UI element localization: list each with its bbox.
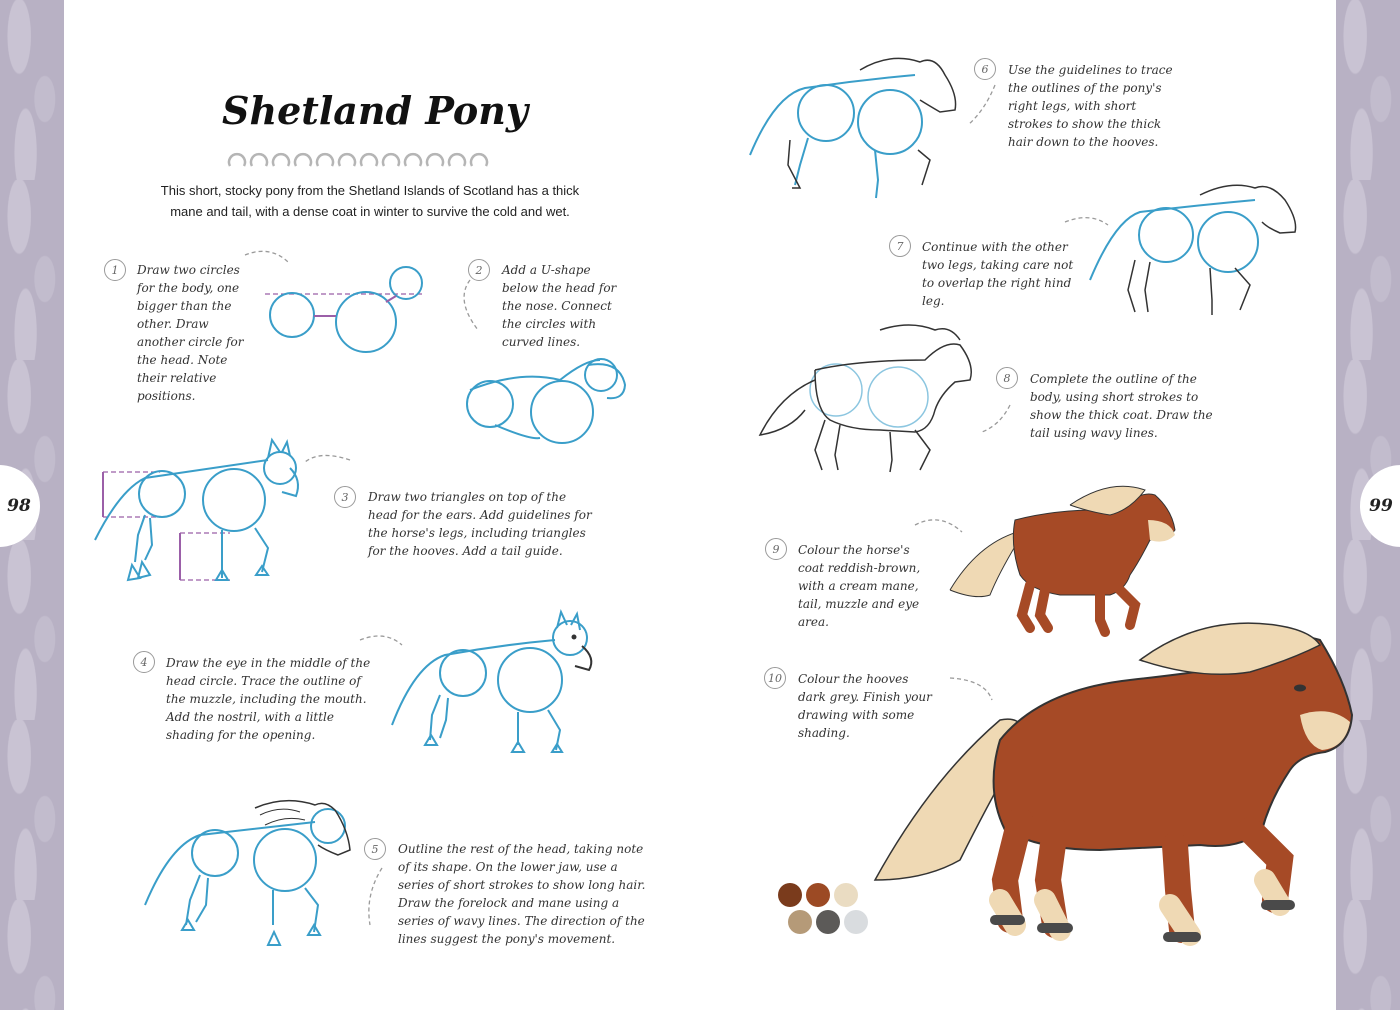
step-6-number: 6 <box>974 58 996 80</box>
arrow-8 <box>982 405 1010 432</box>
step-8-text: Complete the outline of the body, using short strokes to show the thick coat. Draw the tail using wavy lines. <box>1030 372 1213 440</box>
step-1-text: Draw two circles for the body, one bigger than the other. Draw another circle for the head. Note their relative positions. <box>137 263 244 403</box>
arrow-4 <box>360 636 402 645</box>
arrow-3 <box>305 455 350 462</box>
step-9-text: Colour the horse's coat reddish-brown, with a cream mane, tail, muzzle and eye area. <box>798 543 921 629</box>
arrow-7 <box>1065 218 1108 225</box>
step-2-drawing <box>467 359 625 443</box>
step-2-number: 2 <box>468 259 490 281</box>
step-6-drawing <box>750 58 956 198</box>
step-10-number: 10 <box>764 667 786 689</box>
color-swatch-3 <box>834 883 858 907</box>
step-9-number: 9 <box>765 538 787 560</box>
arrow-2 <box>464 280 478 330</box>
step-9-colored-pony <box>950 486 1175 632</box>
arrow-6 <box>968 85 995 125</box>
step-4-number: 4 <box>133 651 155 673</box>
left-page-number: 98 <box>0 465 40 547</box>
step-4-text: Draw the eye in the middle of the head circle. Trace the outline of the muzzle, including the mouth. Add the nostril, with a little shading for the opening. <box>166 656 371 742</box>
step-7-text: Continue with the other two legs, taking care not to overlap the right hind leg. <box>922 240 1074 308</box>
color-swatch-5 <box>816 910 840 934</box>
intro-text: This short, stocky pony from the Shetland Islands of Scotland has a thick mane and tail, with a dense coat in winter to survive the cold and wet. <box>160 183 580 219</box>
step-6-text: Use the guidelines to trace the outlines of the pony's right legs, with short strokes to show the thick hair down to the hooves. <box>1008 63 1173 149</box>
step-3-text: Draw two triangles on top of the head for the ears. Add guidelines for the horse's legs, including triangles for the hooves. Add a tail guide. <box>368 490 592 558</box>
step-2-text: Add a U-shape below the head for the nose. Connect the circles with curved lines. <box>502 263 617 349</box>
page-title: Shetland Pony <box>222 88 528 133</box>
step-8-drawing <box>760 325 971 472</box>
step-1-drawing <box>265 267 425 352</box>
step-3-number: 3 <box>334 486 356 508</box>
step-10-text: Colour the hooves dark grey. Finish your drawing with some shading. <box>798 672 932 740</box>
color-swatch-4 <box>788 910 812 934</box>
step-1-number: 1 <box>104 259 126 281</box>
step-5-drawing <box>145 801 350 945</box>
step-8-number: 8 <box>996 367 1018 389</box>
step-4-drawing <box>392 612 591 752</box>
color-swatch-2 <box>806 883 830 907</box>
step-7-drawing <box>1090 185 1296 315</box>
step-10-colored-pony <box>875 623 1352 937</box>
color-swatch-1 <box>778 883 802 907</box>
step-3-drawing <box>95 440 298 580</box>
step-5-number: 5 <box>364 838 386 860</box>
arrow-5 <box>369 868 382 925</box>
color-swatch-6 <box>844 910 868 934</box>
arrow-9 <box>915 520 962 532</box>
right-page-number: 99 <box>1360 465 1400 547</box>
step-7-number: 7 <box>889 235 911 257</box>
arrow-10 <box>950 678 992 700</box>
step-5-text: Outline the rest of the head, taking note of its shape. On the lower jaw, use a series of short strokes to show long hair. Draw the forelock and mane using a series of wavy lines. The direction of the lines suggest the pony's movement. <box>398 842 646 946</box>
arrow-1 <box>245 251 288 262</box>
